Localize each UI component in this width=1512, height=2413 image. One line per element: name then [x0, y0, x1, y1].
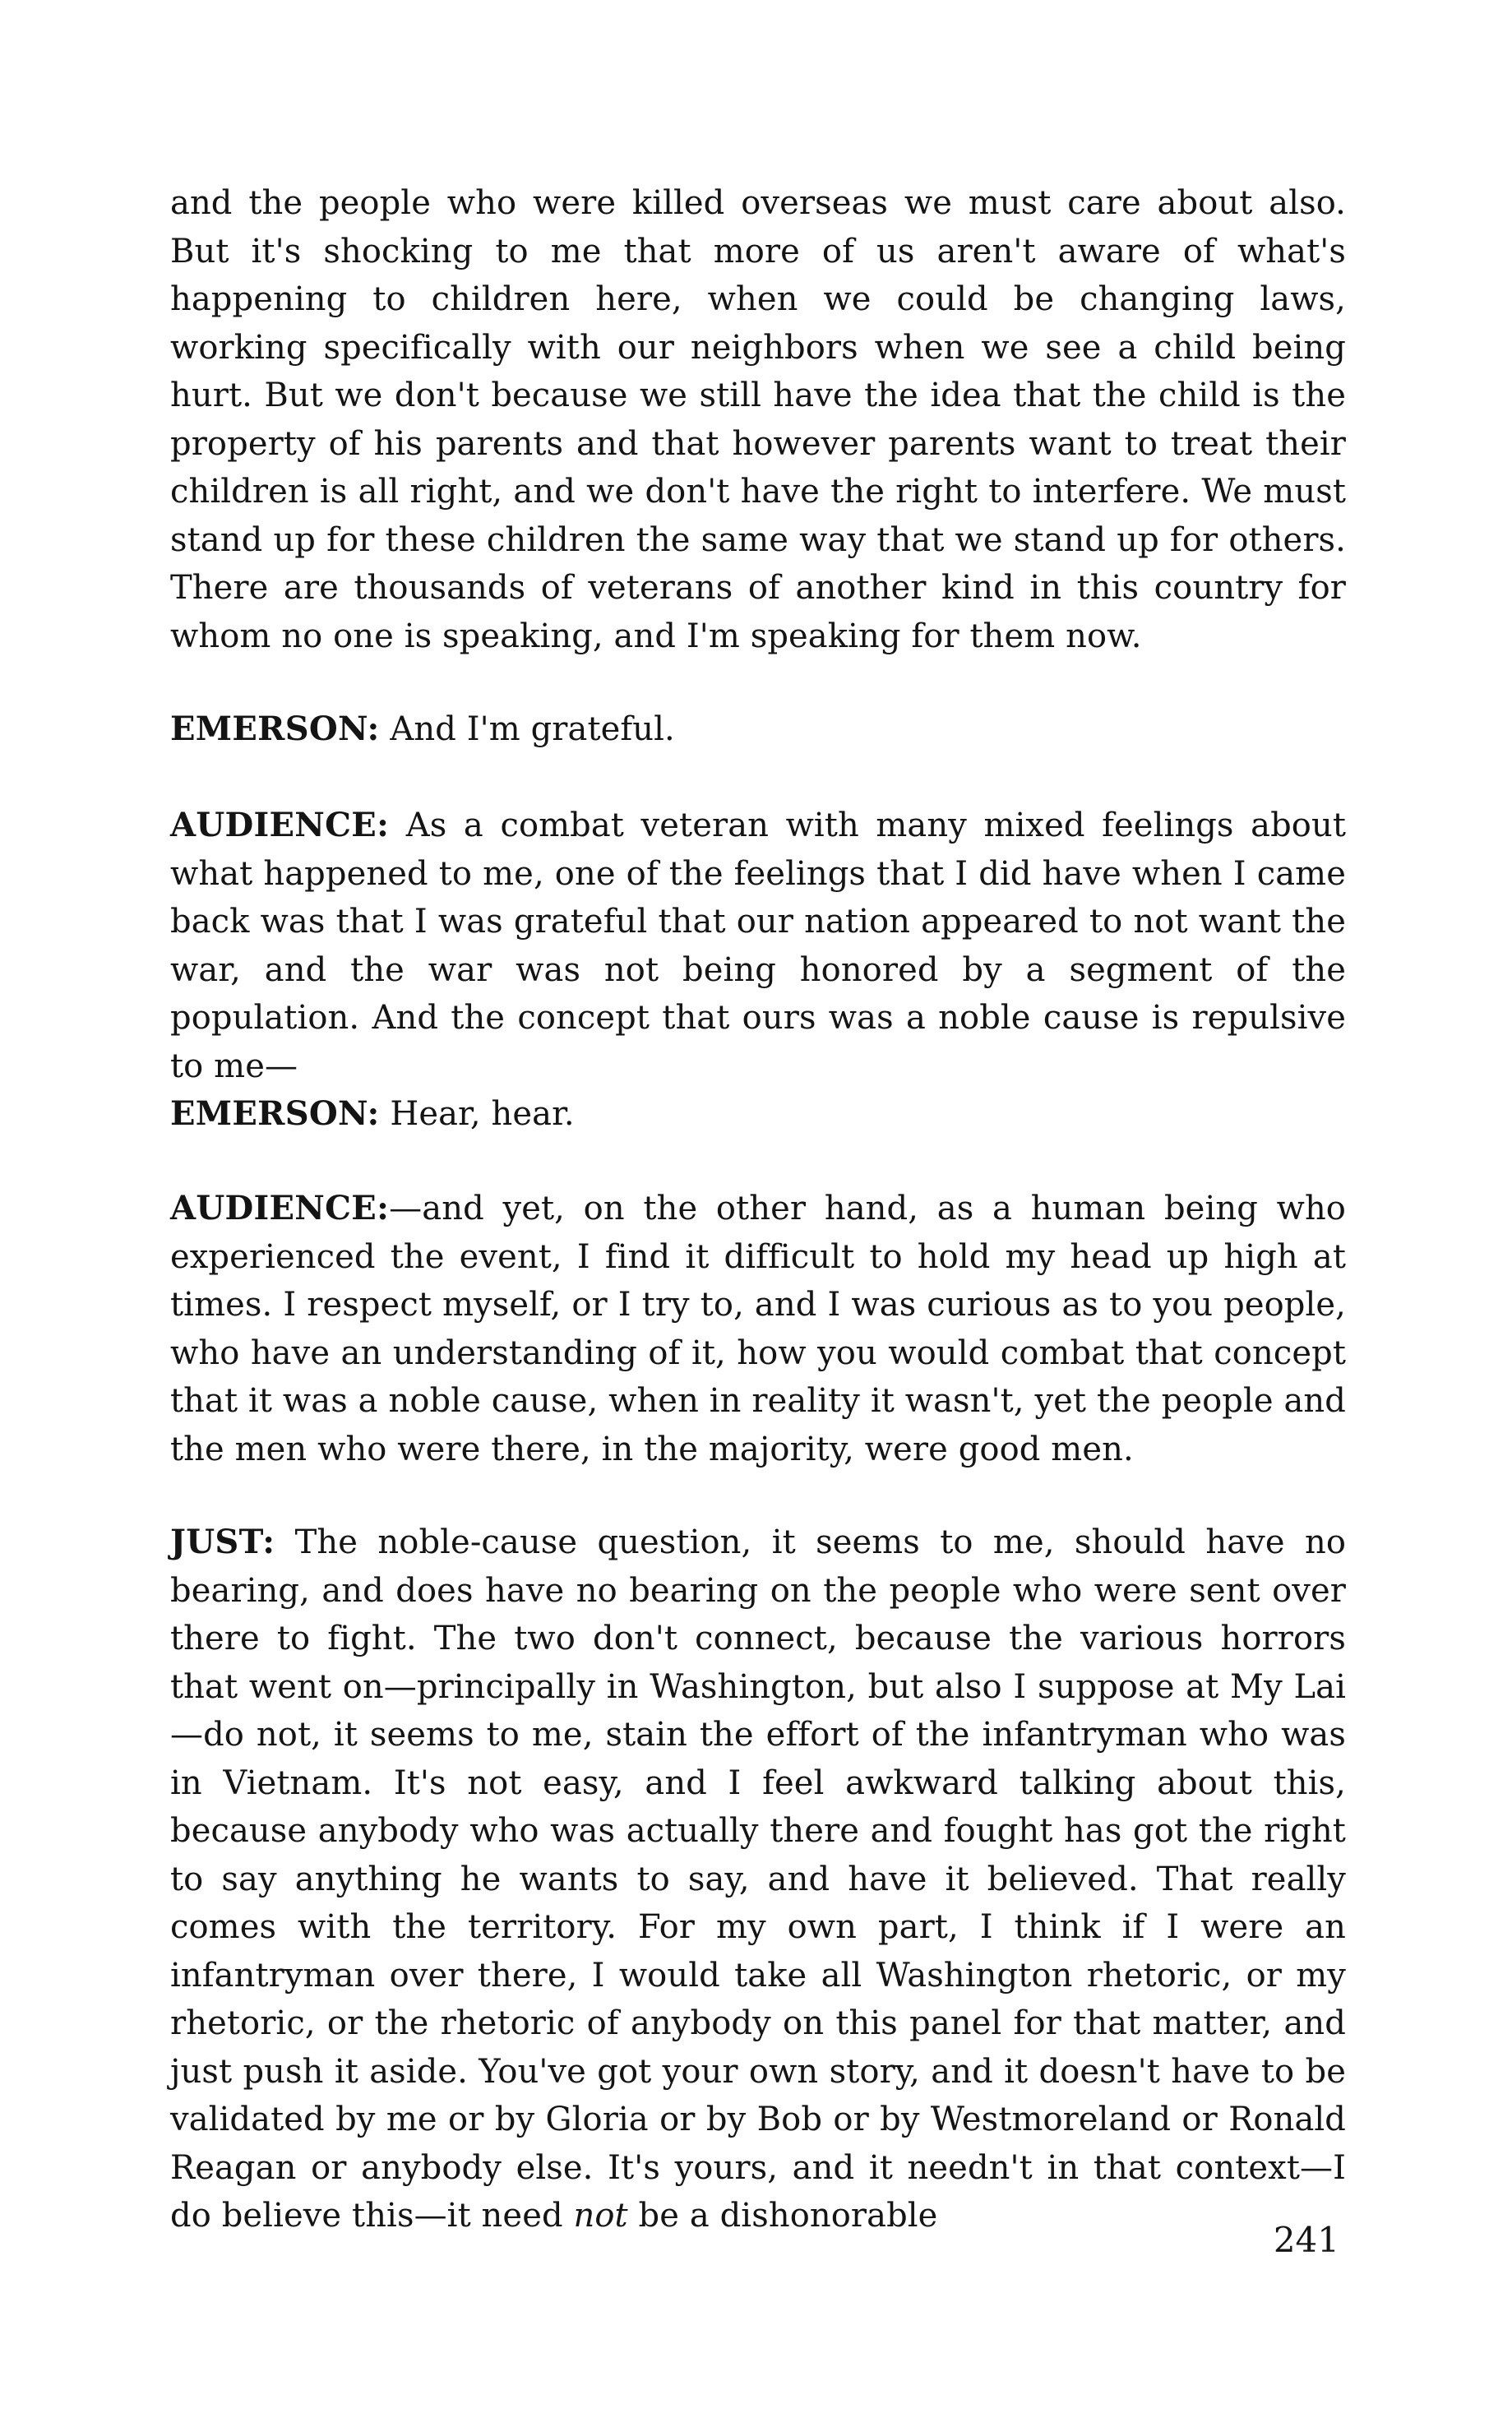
speaker-label: JUST: [170, 1523, 275, 1561]
speaker-label: EMERSON: [170, 710, 380, 748]
dialogue-text-after: be a dishonorable [638, 2197, 938, 2235]
paragraph-continuation [170, 179, 1346, 660]
dialogue-just [170, 1519, 1346, 2240]
paragraph-text: and the people who were killed overseas we must care about also. But it's shocking to me that more of us aren't aware of what's happening to children here, when we could be changing laws, working specifically with our neighbors when we see a child being hurt. But we don't because we still have the idea that the child is the property of his parents and that however parents want to treat their children is all right, and we don't have the right to interfere. We must stand up for these children the same way that we stand up for others. There are thousands of veterans of another kind in this country for whom no one is speaking, and I'm speaking for them now. [170, 184, 1346, 655]
dialogue-text: As a combat veteran with many mixed feelings about what happened to me, one of the feelings that I did have when I came back was that I was grateful that our nation appeared to not want the war, and the war was not being honored by a segment of the population. And the concept that ours was a noble cause is repulsive to me— [170, 807, 1346, 1085]
dialogue-text: —and yet, on the other hand, as a human being who experienced the event, I find it difficult to hold my head up high at times. I respect myself, or I try to, and I was curious as to you people, who have an understanding of it, how you would combat that concept that it was a noble cause, when in reality it wasn't, yet the people and the men who were there, in the majority, were good men. [170, 1190, 1346, 1468]
speaker-label: AUDIENCE: [170, 1189, 390, 1227]
speaker-label: AUDIENCE: [170, 806, 390, 844]
dialogue-audience-1 [170, 802, 1346, 1090]
page-number: 241 [1273, 2220, 1339, 2260]
dialogue-audience-2 [170, 1185, 1346, 1473]
dialogue-text: The noble-cause question, it seems to me, should have no bearing, and does have no bearing on the people who were sent over there to fight. The two don't connect, because the various horrors that went on—principally in Washington, but also I suppose at My Lai—do not, it seems to me, stain the effort of the infantryman who was in Vietnam. It's not easy, and I feel awkward talking about this, because anybody who was actually there and fought has got the right to say anything he wants to say, and have it believed. That really comes with the territory. For my own part, I think if I were an infantryman over there, I would take all Washington rhetoric, or my rhetoric, or the rhetoric of anybody on this panel for that matter, and just push it aside. You've got your own story, and it doesn't have to be validated by me or by Gloria or by Bob or by Westmoreland or Ronald Reagan or anybody else. It's yours, and it needn't in that context—I do believe this—it need [170, 1523, 1346, 2235]
dialogue-emerson-1 [170, 705, 1346, 754]
dialogue-emerson-2 [170, 1090, 1346, 1139]
speaker-label: EMERSON: [170, 1094, 380, 1133]
emphasis-text: not [573, 2197, 628, 2235]
dialogue-text: Hear, hear. [390, 1095, 575, 1133]
dialogue-text: And I'm grateful. [390, 710, 675, 748]
